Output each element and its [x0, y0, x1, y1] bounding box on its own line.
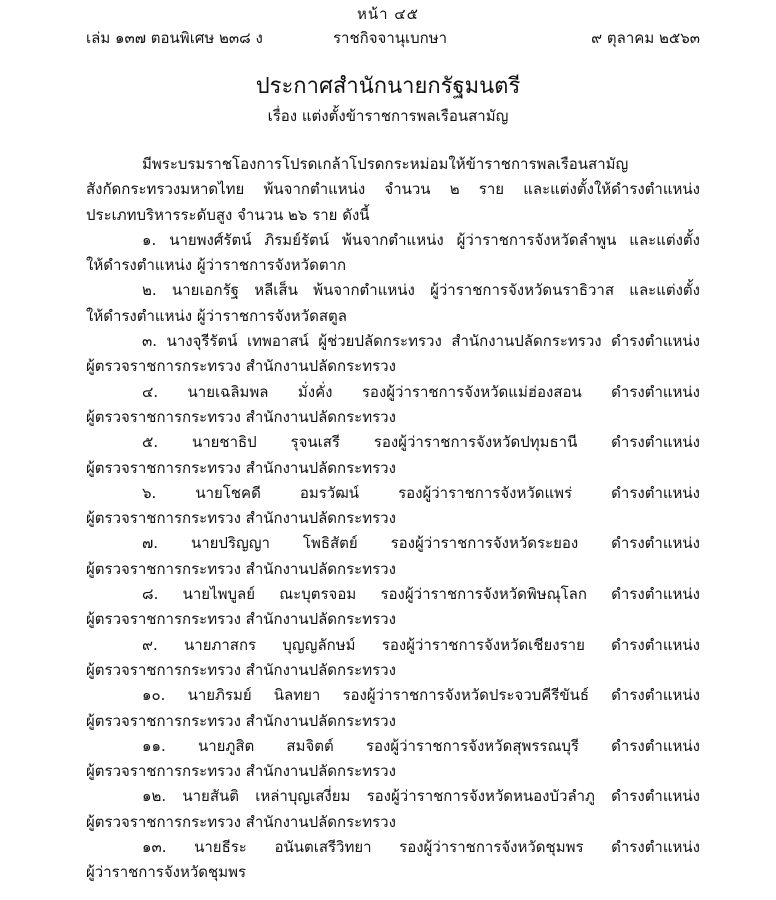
text-line: ๑. นายพงศ์รัตน์ ภิรมย์รัตน์ พ้นจากตำแหน่ง ผู้ว่าราชการจังหวัดลำพูน และแต่งตั้ง — [142, 230, 700, 249]
page-number: หน้า ๔๕ — [356, 5, 420, 23]
text-line: ๑๓. นายธีระ อนันตเสรีวิทยา รองผู้ว่าราชการจังหวัดชุมพร ดำรงตำแหน่ง — [142, 838, 700, 857]
document-subject: เรื่อง แต่งตั้งข้าราชการพลเรือนสามัญ — [267, 107, 509, 125]
text-line: ผู้ตรวจราชการกระทรวง สำนักงานปลัดกระทรวง — [86, 711, 396, 730]
document-body — [86, 152, 700, 886]
text-line: ให้ดำรงตำแหน่ง ผู้ว่าราชการจังหวัดตาก — [86, 256, 347, 275]
text-line: ผู้ตรวจราชการกระทรวง สำนักงานปลัดกระทรวง — [86, 407, 396, 426]
paragraph — [86, 633, 700, 684]
text-line: ผู้ว่าราชการจังหวัดชุมพร — [86, 863, 247, 882]
paragraph — [86, 430, 700, 481]
text-line: ผู้ตรวจราชการกระทรวง สำนักงานปลัดกระทรวง — [86, 458, 396, 477]
text-line: ผู้ตรวจราชการกระทรวง สำนักงานปลัดกระทรวง — [86, 559, 396, 578]
text-line: ๑๒. นายสันติ เหล่าบุญเสงี่ยม รองผู้ว่าราชการจังหวัดหนองบัวลำภู ดำรงตำแหน่ง — [142, 787, 700, 806]
text-line: มีพระบรมราชโองการโปรดเกล้าโปรดกระหม่อมให้ข้าราชการพลเรือนสามัญ — [142, 155, 629, 173]
text-line: ๔. นายเฉลิมพล มั่งคั่ง รองผู้ว่าราชการจังหวัดแม่ฮ่องสอน ดำรงตำแหน่ง — [142, 382, 700, 401]
text-line: ผู้ตรวจราชการกระทรวง สำนักงานปลัดกระทรวง — [86, 762, 396, 781]
paragraph — [86, 835, 700, 886]
paragraph — [86, 481, 700, 532]
paragraph — [86, 278, 700, 329]
gazette-header — [86, 26, 700, 50]
paragraph — [86, 380, 700, 431]
text-line: ๒. นายเอกรัฐ หลีเส็น พ้นจากตำแหน่ง ผู้ว่าราชการจังหวัดนราธิวาส และแต่งตั้ง — [142, 281, 700, 300]
text-line: ๗. นายปริญญา โพธิสัตย์ รองผู้ว่าราชการจังหวัดระยอง ดำรงตำแหน่ง — [142, 534, 700, 553]
paragraph — [86, 531, 700, 582]
text-line: ๖. นายโชคดี อมรวัฒน์ รองผู้ว่าราชการจังหวัดแพร่ ดำรงตำแหน่ง — [142, 483, 700, 502]
text-line: ๕. นายชาธิป รุจนเสรี รองผู้ว่าราชการจังหวัดปทุมธานี ดำรงตำแหน่ง — [142, 433, 700, 452]
document-title: ประกาศสำนักนายกรัฐมนตรี — [255, 74, 521, 99]
text-line: สังกัดกระทรวงมหาดไทย พ้นจากตำแหน่ง จำนวน ๒ ราย และแต่งตั้งให้ดำรงตำแหน่ง — [86, 180, 700, 199]
text-line: ผู้ตรวจราชการกระทรวง สำนักงานปลัดกระทรวง — [86, 610, 396, 629]
paragraph — [86, 582, 700, 633]
paragraph — [86, 784, 700, 835]
text-line: ประเภทบริหารระดับสูง จำนวน ๒๖ ราย ดังนี้ — [86, 205, 370, 224]
text-line: ๘. นายไพบูลย์ ณะบุตรจอม รองผู้ว่าราชการจังหวัดพิษณุโลก ดำรงตำแหน่ง — [142, 585, 700, 604]
paragraph — [86, 228, 700, 279]
text-line: ให้ดำรงตำแหน่ง ผู้ว่าราชการจังหวัดสตูล — [86, 306, 347, 325]
paragraph — [86, 329, 700, 380]
text-line: ผู้ตรวจราชการกระทรวง สำนักงานปลัดกระทรวง — [86, 509, 396, 528]
text-line: ๓. นางจุรีรัตน์ เทพอาสน์ ผู้ช่วยปลัดกระทรวง สำนักงานปลัดกระทรวง ดำรงตำแหน่ง — [142, 332, 700, 351]
text-line: ผู้ตรวจราชการกระทรวง สำนักงานปลัดกระทรวง — [86, 812, 396, 831]
volume-issue: เล่ม ๑๓๗ ตอนพิเศษ ๒๓๘ ง — [86, 29, 263, 47]
gazette-date: ๙ ตุลาคม ๒๕๖๓ — [591, 29, 700, 47]
text-line: ๑๐. นายภิรมย์ นิลทยา รองผู้ว่าราชการจังหวัดประจวบคีรีขันธ์ ดำรงตำแหน่ง — [142, 686, 700, 705]
text-line: ๑๑. นายภูสิต สมจิตต์ รองผู้ว่าราชการจังหวัดสุพรรณบุรี ดำรงตำแหน่ง — [142, 736, 700, 755]
paragraph — [86, 683, 700, 734]
text-line: ผู้ตรวจราชการกระทรวง สำนักงานปลัดกระทรวง — [86, 357, 396, 376]
text-line: ผู้ตรวจราชการกระทรวง สำนักงานปลัดกระทรวง — [86, 660, 396, 679]
gazette-name: ราชกิจจานุเบกษา — [333, 29, 448, 47]
paragraph — [86, 734, 700, 785]
text-line: ๙. นายภาสกร บุญญลักษม์ รองผู้ว่าราชการจังหวัดเชียงราย ดำรงตำแหน่ง — [142, 635, 700, 654]
paragraph — [86, 152, 700, 228]
